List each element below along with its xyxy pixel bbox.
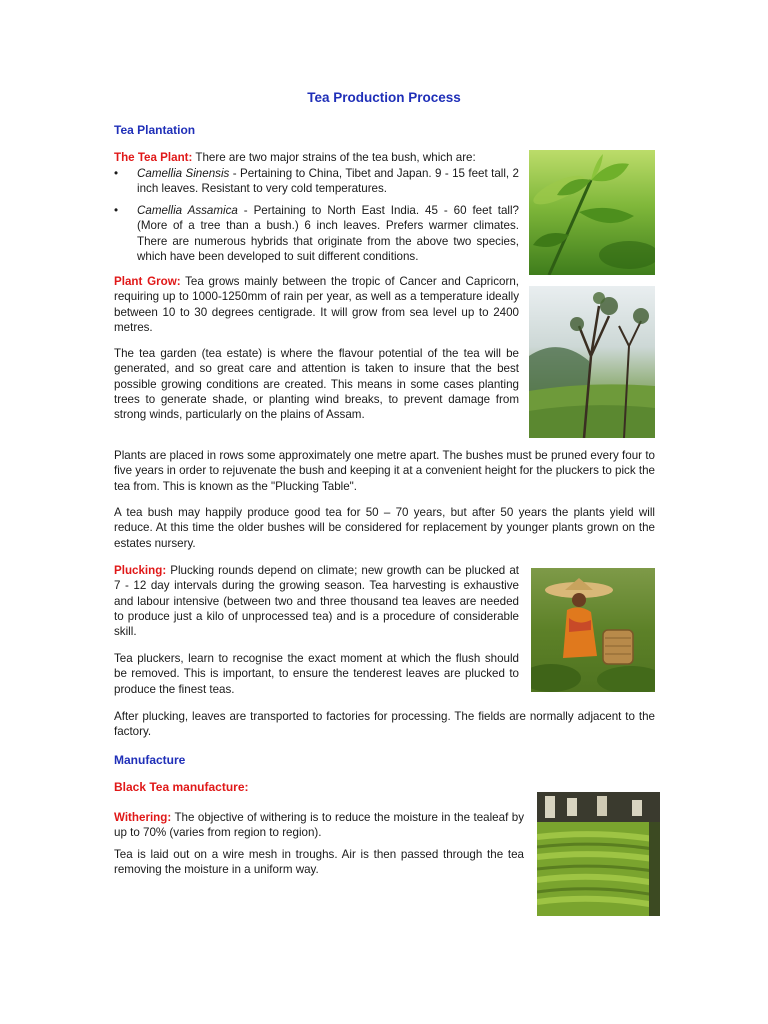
bullet-marker: •: [114, 204, 119, 217]
species-name: Camellia Assamica: [137, 204, 238, 217]
section-heading-manufacture: Manufacture: [114, 753, 186, 767]
after-plucking-paragraph: After plucking, leaves are transported to factories for processing. The fields are normally adjacent to the factory.: [114, 710, 655, 739]
bullet-camellia-assamica: [114, 203, 519, 264]
tea-garden-illustration: [529, 286, 655, 438]
bullet-marker: •: [114, 167, 119, 180]
tea-plucker-photo: [531, 568, 655, 692]
rows-paragraph: Plants are placed in rows some approximately one metre apart. The bushes must be pruned every four to five years in order to rejuvenate the bush and keeping it at a convenient height for the pluckers to pick the tea from. This is known as the "Plucking Table".: [114, 449, 655, 493]
plant-grow-lead: Plant Grow:: [114, 275, 181, 288]
tea-garden-paragraph: The tea garden (tea estate) is where the flavour potential of the tea will be generated, and so great care and attention is taken to insure that the best possible growing conditions are created. This means in some cases planting trees to generate shade, or planting wind breaks, to prevent damage from strong winds, particularly on the plains of Assam.: [114, 347, 519, 422]
withering-troughs-illustration: [537, 792, 660, 916]
species-text: - Pertaining to North East India. 45 - 60 feet tall? (More of a tree than a bush.) 6 inch leaves. Prefers warmer climates. There are numerous hybrids that originate from the above two species, which have been developed to suit different conditions.: [137, 204, 519, 263]
withering-text: The objective of withering is to reduce the moisture in the tealeaf by up to 70% (varies from region to region).: [114, 811, 524, 840]
pluckers-paragraph: Tea pluckers, learn to recognise the exact moment at which the flush should be removed. This is important, to ensure the tenderest leaves are plucked to produce the finest teas.: [114, 652, 519, 696]
tea-garden-photo: [529, 286, 655, 438]
plucking-paragraph: [114, 563, 519, 639]
section-heading-black-tea: Black Tea manufacture:: [114, 780, 249, 794]
plucking-lead: Plucking:: [114, 564, 167, 577]
page-title: Tea Production Process: [307, 90, 461, 105]
plucking-text: Plucking rounds depend on climate; new growth can be plucked at 7 - 12 day intervals during the growing season. Tea harvesting is exhaustive and labour intensive (between two and three thousand tea leaves are needed to produce just a kilo of unprocessed tea) and is a procedure of considerable skill.: [114, 564, 519, 639]
section-heading-tea-plantation: Tea Plantation: [114, 123, 196, 137]
withering-troughs-photo: [537, 792, 660, 916]
species-name: Camellia Sinensis: [137, 167, 230, 180]
tea-plant-text: There are two major strains of the tea bush, which are:: [192, 151, 476, 164]
tea-leaves-illustration: [529, 150, 655, 275]
withering-paragraph: [114, 810, 524, 841]
tea-leaves-photo: [529, 150, 655, 275]
troughs-paragraph: Tea is laid out on a wire mesh in troughs. Air is then passed through the tea removing the moisture in a uniform way.: [114, 848, 524, 877]
tea-plant-intro: [114, 150, 519, 165]
plant-grow-paragraph: [114, 274, 519, 335]
withering-lead: Withering:: [114, 811, 172, 824]
tea-bush-paragraph: A tea bush may happily produce good tea for 50 – 70 years, but after 50 years the plants yield will reduce. At this time the older bushes will be considered for replacement by younger plants grown on the estates nursery.: [114, 506, 655, 550]
bullet-camellia-sinensis: [114, 166, 519, 197]
plant-grow-text: Tea grows mainly between the tropic of Cancer and Capricorn, requiring up to 1000-1250mm of rain per year, as well as a temperature ideally between 10 to 30 degrees centigrade. It will grow from sea level up to 2400 metres.: [114, 275, 519, 334]
tea-plucker-illustration: [531, 568, 655, 692]
tea-plant-lead: The Tea Plant:: [114, 151, 193, 164]
species-text: - Pertaining to China, Tibet and Japan. 9 - 15 feet tall, 2 inch leaves. Resistant to very cold temperatures.: [137, 167, 519, 196]
